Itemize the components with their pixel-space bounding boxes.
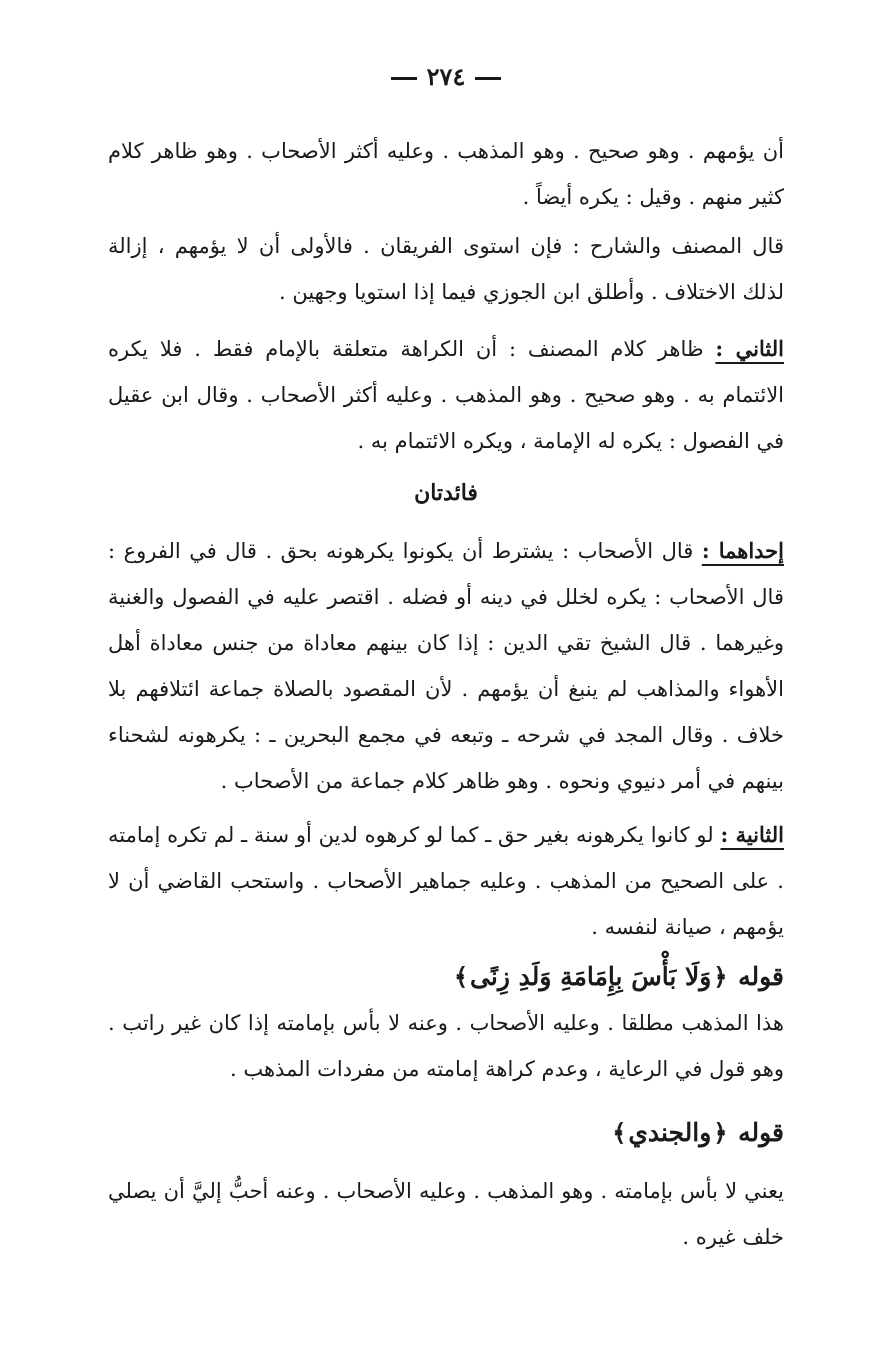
- paragraph-text: هذا المذهب مطلقا . وعليه الأصحاب . وعنه لا بأس بإمامته إذا كان غير راتب . وهو قول في الرعاية ، وعدم كراهة إمامته من مفردات المذهب .: [108, 1011, 784, 1081]
- bracket-open: ﴿: [713, 962, 728, 991]
- quoted-text: والجندي: [628, 1118, 712, 1147]
- paragraph-7: [108, 1168, 784, 1260]
- paragraph-lead: الثاني :: [715, 336, 784, 361]
- paragraph-3: [108, 326, 784, 464]
- paragraph-1: [108, 128, 784, 220]
- bracket-close: ﴾: [453, 962, 469, 991]
- page-number-header: [0, 62, 892, 91]
- quoted-text: وَلَا بَأْسَ بِإِمَامَةِ وَلَدِ زِنًى: [470, 962, 712, 991]
- paragraph-text: قال المصنف والشارح : فإن استوى الفريقان . فالأولى أن لا يؤمهم ، إزالة لذلك الاختلاف . وأطلق ابن الجوزي فيما إذا استويا وجهين .: [108, 234, 784, 304]
- paragraph-lead: الثانية :: [720, 822, 784, 847]
- paragraph-text: أن يؤمهم . وهو صحيح . وهو المذهب . وعليه أكثر الأصحاب . وهو ظاهر كلام كثير منهم . وقيل : يكره أيضاً .: [108, 139, 784, 209]
- qawluh-label: قوله: [738, 962, 784, 991]
- paragraph-2: [108, 223, 784, 315]
- paragraph-text: يعني لا بأس بإمامته . وهو المذهب . وعليه الأصحاب . وعنه أحبُّ إليَّ أن يصلي خلف غيره .: [108, 1179, 784, 1249]
- paragraph-5: [108, 812, 784, 950]
- header-dash-left: [475, 77, 501, 80]
- quoted-phrase-1: [452, 962, 784, 991]
- qawluh-label: قوله: [738, 1118, 784, 1147]
- paragraph-4: [108, 528, 784, 804]
- bracket-close: ﴾: [612, 1118, 627, 1147]
- paragraph-6: [108, 1000, 784, 1092]
- page-number: ٢٧٤: [426, 62, 466, 91]
- bracket-open: ﴿: [713, 1118, 728, 1147]
- quoted-phrase-2: [610, 1118, 784, 1147]
- header-dash-right: [391, 77, 417, 80]
- paragraph-text: قال الأصحاب : يشترط أن يكونوا يكرهونه بحق . قال في الفروع : قال الأصحاب : يكره لخلل في دينه أو فضله . اقتصر عليه في الفصول والغنية وغيرهما . قال الشيخ تقي الدين : إذا كان بينهم معاداة من جنس معاداة أهل الأهواء والمذاهب لم ينبغ أن يؤمهم . لأن المقصود بالصلاة جماعة ائتلافهم بلا خلاف . وقال المجد في شرحه ـ وتبعه في مجمع البحرين ـ : يكرهونه لشحناء بينهم في أمر دنيوي ونحوه . وهو ظاهر كلام جماعة من الأصحاب .: [108, 539, 784, 793]
- section-heading: فائدتان: [414, 480, 478, 506]
- paragraph-text: ظاهر كلام المصنف : أن الكراهة متعلقة بالإمام فقط . فلا يكره الائتمام به . وهو صحيح . وهو المذهب . وعليه أكثر الأصحاب . وقال ابن عقيل في الفصول : يكره له الإمامة ، ويكره الائتمام به .: [108, 337, 784, 453]
- paragraph-lead: إحداهما :: [701, 538, 784, 563]
- paragraph-text: لو كانوا يكرهونه بغير حق ـ كما لو كرهوه لدين أو سنة ـ لم تكره إمامته . على الصحيح من المذهب . وعليه جماهير الأصحاب . واستحب القاضي أن لا يؤمهم ، صيانة لنفسه .: [108, 823, 784, 939]
